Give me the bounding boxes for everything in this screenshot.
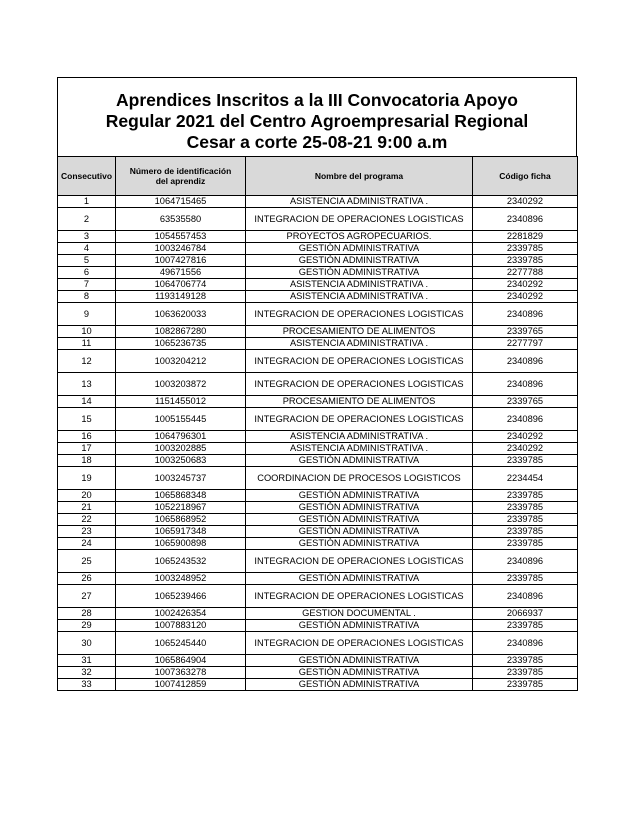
title-line-2: Regular 2021 del Centro Agroempresarial Regional <box>105 111 529 131</box>
table-row <box>58 255 578 267</box>
table-row <box>58 208 578 231</box>
cell-consecutivo: 24 <box>58 538 116 550</box>
cell-consecutivo: 30 <box>58 632 116 655</box>
cell-consecutivo: 32 <box>58 667 116 679</box>
cell-consecutivo: 17 <box>58 443 116 455</box>
cell-identificacion: 1065864904 <box>116 655 246 667</box>
cell-ficha: 2339785 <box>473 620 578 632</box>
table-row <box>58 655 578 667</box>
table-row <box>58 373 578 396</box>
cell-ficha: 2340292 <box>473 443 578 455</box>
cell-identificacion: 1003204212 <box>116 350 246 373</box>
cell-programa: ASISTENCIA ADMINISTRATIVA . <box>246 279 473 291</box>
cell-consecutivo: 9 <box>58 303 116 326</box>
table-row <box>58 467 578 490</box>
cell-programa: INTEGRACION DE OPERACIONES LOGISTICAS <box>246 208 473 231</box>
table-row <box>58 431 578 443</box>
cell-programa: ASISTENCIA ADMINISTRATIVA . <box>246 338 473 350</box>
cell-identificacion: 1003250683 <box>116 455 246 467</box>
cell-consecutivo: 13 <box>58 373 116 396</box>
table-row <box>58 443 578 455</box>
cell-ficha: 2340292 <box>473 291 578 303</box>
cell-ficha: 2339785 <box>473 455 578 467</box>
cell-identificacion: 1063620033 <box>116 303 246 326</box>
table-header-row <box>58 157 578 196</box>
cell-identificacion: 1065245440 <box>116 632 246 655</box>
cell-identificacion: 1003245737 <box>116 467 246 490</box>
cell-consecutivo: 28 <box>58 608 116 620</box>
cell-ficha: 2339765 <box>473 396 578 408</box>
cell-identificacion: 1151455012 <box>116 396 246 408</box>
cell-consecutivo: 1 <box>58 196 116 208</box>
cell-identificacion: 1003202885 <box>116 443 246 455</box>
cell-identificacion: 1007363278 <box>116 667 246 679</box>
cell-ficha: 2340292 <box>473 196 578 208</box>
cell-programa: GESTIÓN ADMINISTRATIVA <box>246 267 473 279</box>
cell-programa: INTEGRACION DE OPERACIONES LOGISTICAS <box>246 408 473 431</box>
table-row <box>58 667 578 679</box>
header-identificacion: Número de identificación del aprendiz <box>116 157 246 196</box>
table-row <box>58 455 578 467</box>
cell-ficha: 2339785 <box>473 514 578 526</box>
cell-consecutivo: 5 <box>58 255 116 267</box>
table-row <box>58 196 578 208</box>
title-line-1: Aprendices Inscritos a la III Convocatoria Apoyo <box>116 90 518 110</box>
cell-consecutivo: 33 <box>58 679 116 691</box>
cell-programa: PROYECTOS AGROPECUARIOS. <box>246 231 473 243</box>
cell-ficha: 2066937 <box>473 608 578 620</box>
table-body <box>58 196 578 691</box>
cell-identificacion: 1064796301 <box>116 431 246 443</box>
cell-ficha: 2340292 <box>473 279 578 291</box>
table-row <box>58 279 578 291</box>
table-row <box>58 585 578 608</box>
table-row <box>58 291 578 303</box>
table-row <box>58 490 578 502</box>
cell-ficha: 2339785 <box>473 538 578 550</box>
cell-identificacion: 1007883120 <box>116 620 246 632</box>
cell-consecutivo: 25 <box>58 550 116 573</box>
table-row <box>58 408 578 431</box>
cell-programa: GESTIÓN ADMINISTRATIVA <box>246 667 473 679</box>
cell-identificacion: 1064706774 <box>116 279 246 291</box>
cell-programa: GESTIÓN ADMINISTRATIVA <box>246 538 473 550</box>
header-ficha: Código ficha <box>473 157 578 196</box>
cell-identificacion: 1193149128 <box>116 291 246 303</box>
cell-consecutivo: 20 <box>58 490 116 502</box>
cell-programa: GESTIÓN ADMINISTRATIVA <box>246 679 473 691</box>
cell-consecutivo: 27 <box>58 585 116 608</box>
cell-ficha: 2339785 <box>473 667 578 679</box>
cell-identificacion: 1003203872 <box>116 373 246 396</box>
cell-programa: GESTIÓN ADMINISTRATIVA <box>246 620 473 632</box>
cell-programa: GESTIÓN ADMINISTRATIVA <box>246 502 473 514</box>
cell-identificacion: 1003248952 <box>116 573 246 585</box>
cell-ficha: 2340292 <box>473 431 578 443</box>
table-row <box>58 550 578 573</box>
cell-identificacion: 49671556 <box>116 267 246 279</box>
table-row <box>58 620 578 632</box>
cell-consecutivo: 10 <box>58 326 116 338</box>
cell-identificacion: 1082867280 <box>116 326 246 338</box>
table-row <box>58 526 578 538</box>
cell-programa: INTEGRACION DE OPERACIONES LOGISTICAS <box>246 303 473 326</box>
cell-consecutivo: 6 <box>58 267 116 279</box>
cell-programa: GESTIÓN ADMINISTRATIVA <box>246 243 473 255</box>
cell-identificacion: 1065900898 <box>116 538 246 550</box>
cell-consecutivo: 23 <box>58 526 116 538</box>
cell-programa: ASISTENCIA ADMINISTRATIVA . <box>246 431 473 443</box>
cell-consecutivo: 31 <box>58 655 116 667</box>
cell-programa: ASISTENCIA ADMINISTRATIVA . <box>246 196 473 208</box>
cell-programa: INTEGRACION DE OPERACIONES LOGISTICAS <box>246 373 473 396</box>
cell-identificacion: 1065917348 <box>116 526 246 538</box>
cell-ficha: 2339785 <box>473 243 578 255</box>
cell-consecutivo: 11 <box>58 338 116 350</box>
cell-ficha: 2277797 <box>473 338 578 350</box>
cell-consecutivo: 19 <box>58 467 116 490</box>
cell-programa: INTEGRACION DE OPERACIONES LOGISTICAS <box>246 632 473 655</box>
cell-identificacion: 1054557453 <box>116 231 246 243</box>
cell-programa: GESTIÓN ADMINISTRATIVA <box>246 655 473 667</box>
cell-ficha: 2339785 <box>473 490 578 502</box>
cell-consecutivo: 3 <box>58 231 116 243</box>
table-row <box>58 679 578 691</box>
cell-consecutivo: 29 <box>58 620 116 632</box>
cell-consecutivo: 15 <box>58 408 116 431</box>
cell-programa: GESTIÓN ADMINISTRATIVA <box>246 573 473 585</box>
cell-consecutivo: 26 <box>58 573 116 585</box>
cell-consecutivo: 12 <box>58 350 116 373</box>
cell-identificacion: 1065868348 <box>116 490 246 502</box>
cell-programa: GESTIÓN ADMINISTRATIVA <box>246 490 473 502</box>
cell-ficha: 2340896 <box>473 408 578 431</box>
cell-ficha: 2339785 <box>473 502 578 514</box>
cell-consecutivo: 21 <box>58 502 116 514</box>
cell-programa: ASISTENCIA ADMINISTRATIVA . <box>246 291 473 303</box>
table-row <box>58 243 578 255</box>
cell-identificacion: 1003246784 <box>116 243 246 255</box>
table-row <box>58 538 578 550</box>
cell-identificacion: 1064715465 <box>116 196 246 208</box>
cell-identificacion: 1065236735 <box>116 338 246 350</box>
cell-ficha: 2339785 <box>473 526 578 538</box>
cell-consecutivo: 7 <box>58 279 116 291</box>
cell-programa: GESTIÓN ADMINISTRATIVA <box>246 255 473 267</box>
table-row <box>58 502 578 514</box>
cell-ficha: 2339785 <box>473 655 578 667</box>
cell-ficha: 2340896 <box>473 350 578 373</box>
cell-programa: GESTIÓN ADMINISTRATIVA <box>246 526 473 538</box>
cell-ficha: 2340896 <box>473 632 578 655</box>
cell-consecutivo: 22 <box>58 514 116 526</box>
cell-consecutivo: 2 <box>58 208 116 231</box>
cell-programa: INTEGRACION DE OPERACIONES LOGISTICAS <box>246 585 473 608</box>
table-row <box>58 396 578 408</box>
table-row <box>58 350 578 373</box>
cell-ficha: 2340896 <box>473 550 578 573</box>
table-row <box>58 231 578 243</box>
cell-consecutivo: 18 <box>58 455 116 467</box>
cell-programa: GESTIÓN ADMINISTRATIVA <box>246 455 473 467</box>
cell-identificacion: 1065239466 <box>116 585 246 608</box>
cell-identificacion: 63535580 <box>116 208 246 231</box>
cell-programa: INTEGRACION DE OPERACIONES LOGISTICAS <box>246 350 473 373</box>
header-consecutivo: Consecutivo <box>58 157 116 196</box>
cell-ficha: 2339785 <box>473 679 578 691</box>
cell-identificacion: 1065868952 <box>116 514 246 526</box>
cell-identificacion: 1007412859 <box>116 679 246 691</box>
enrollment-table <box>57 156 578 691</box>
table-row <box>58 303 578 326</box>
cell-programa: COORDINACION DE PROCESOS LOGISTICOS <box>246 467 473 490</box>
cell-ficha: 2234454 <box>473 467 578 490</box>
cell-ficha: 2339785 <box>473 573 578 585</box>
cell-consecutivo: 4 <box>58 243 116 255</box>
table-row <box>58 608 578 620</box>
cell-programa: ASISTENCIA ADMINISTRATIVA . <box>246 443 473 455</box>
cell-programa: PROCESAMIENTO DE ALIMENTOS <box>246 326 473 338</box>
cell-consecutivo: 8 <box>58 291 116 303</box>
cell-programa: GESTIÓN ADMINISTRATIVA <box>246 514 473 526</box>
title-line-3: Cesar a corte 25-08-21 9:00 a.m <box>186 132 448 152</box>
cell-identificacion: 1007427816 <box>116 255 246 267</box>
cell-identificacion: 1005155445 <box>116 408 246 431</box>
table-row <box>58 338 578 350</box>
cell-ficha: 2340896 <box>473 303 578 326</box>
document-sheet <box>57 77 577 691</box>
cell-ficha: 2339785 <box>473 255 578 267</box>
cell-consecutivo: 16 <box>58 431 116 443</box>
cell-identificacion: 1065243532 <box>116 550 246 573</box>
table-row <box>58 514 578 526</box>
cell-identificacion: 1052218967 <box>116 502 246 514</box>
cell-programa: PROCESAMIENTO DE ALIMENTOS <box>246 396 473 408</box>
cell-ficha: 2340896 <box>473 373 578 396</box>
table-row <box>58 573 578 585</box>
cell-ficha: 2340896 <box>473 585 578 608</box>
cell-programa: GESTION DOCUMENTAL . <box>246 608 473 620</box>
cell-programa: INTEGRACION DE OPERACIONES LOGISTICAS <box>246 550 473 573</box>
cell-ficha: 2340896 <box>473 208 578 231</box>
cell-ficha: 2277788 <box>473 267 578 279</box>
cell-identificacion: 1002426354 <box>116 608 246 620</box>
cell-ficha: 2281829 <box>473 231 578 243</box>
table-row <box>58 632 578 655</box>
table-row <box>58 267 578 279</box>
cell-consecutivo: 14 <box>58 396 116 408</box>
header-programa: Nombre del programa <box>246 157 473 196</box>
table-row <box>58 326 578 338</box>
title-block <box>57 77 577 156</box>
cell-ficha: 2339765 <box>473 326 578 338</box>
